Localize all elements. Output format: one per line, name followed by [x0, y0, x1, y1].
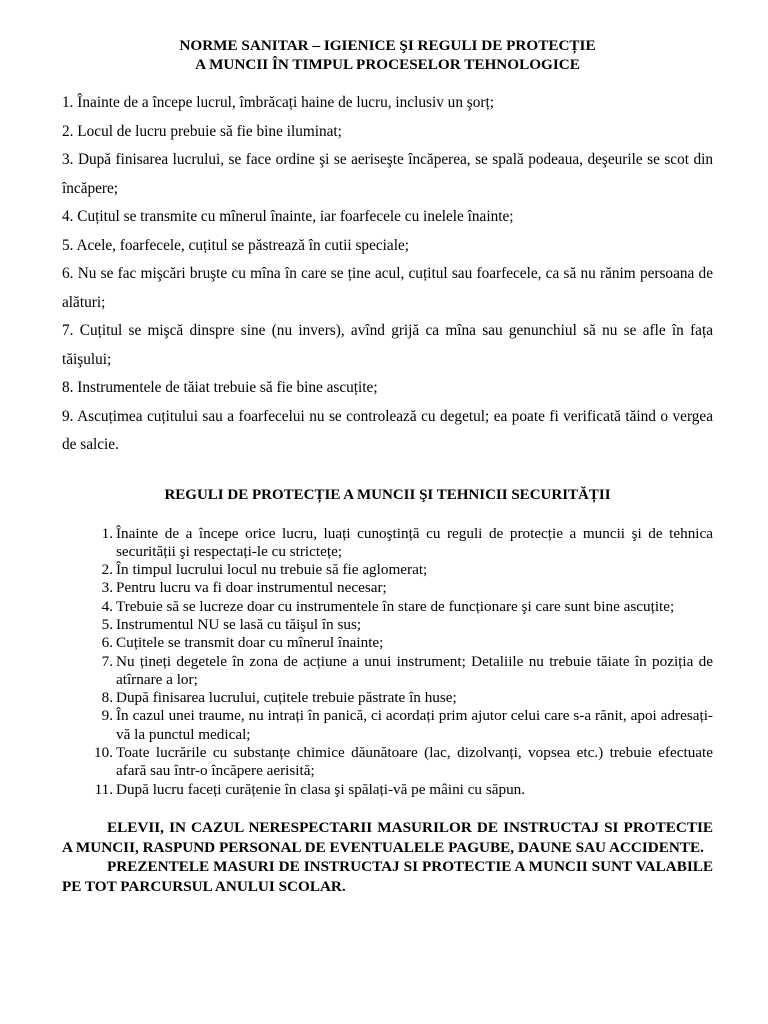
safety-rule-item: [62, 525, 713, 562]
sanitary-rule-item: 4. Cuțitul se transmite cu mînerul înainte, iar foarfecele cu inelele înainte;: [62, 208, 514, 225]
safety-rule-item: [62, 616, 713, 634]
sanitary-rule-item: 6. Nu se fac mişcări bruşte cu mîna în care se ține acul, cuțitul sau foarfecele, ca să nu rănim persoana de alături;: [62, 265, 713, 311]
rule-text: Înainte de a începe orice lucru, luați cunoştință cu reguli de protecție a muncii şi de tehnica securității şi respectați-le cu strictețe;: [116, 524, 713, 560]
safety-rules-list: [62, 525, 713, 799]
section-title: REGULI DE PROTECȚIE A MUNCII ŞI TEHNICII SECURITĂȚII: [164, 486, 611, 503]
sanitary-rule-item: 5. Acele, foarfecele, cuțitul se păstrează în cutii speciale;: [62, 236, 409, 254]
rule-text: Nu țineți degetele în zona de acțiune a unui instrument; Detaliile nu trebuie tăiate în poziția de atîrnare a lor;: [116, 652, 713, 688]
sanitary-rule-item: 2. Locul de lucru prebuie să fie bine iluminat;: [62, 122, 342, 140]
rule-text: Trebuie să se lucreze doar cu instrumentele în stare de funcționare şi care sunt bine ascuțite;: [116, 597, 675, 615]
sanitary-rules-list: [62, 89, 713, 460]
rule-number: 7.: [101, 652, 113, 670]
rule-text: După finisarea lucrului, cuțitele trebuie păstrate în huse;: [116, 689, 457, 707]
rule-text: După lucru faceți curățenie în clasa şi spălați-vă pe mâini cu săpun.: [116, 780, 526, 798]
sanitary-rule-item: 7. Cuțitul se mişcă dinspre sine (nu invers), avînd grijă ca mîna sau genunchiul să nu se afle în fața tăişului;: [62, 322, 713, 368]
document-title-line-2: A MUNCII ÎN TIMPUL PROCESELOR TEHNOLOGICE: [195, 56, 580, 73]
safety-rule-item: [62, 561, 713, 579]
safety-rule-item: [62, 781, 713, 799]
sanitary-rule-item: 3. După finisarea lucrului, se face ordine şi se aeriseşte încăperea, se spală podeaua, deşeurile se scot din încăpere;: [62, 151, 713, 197]
rule-text: În timpul lucrului locul nu trebuie să fie aglomerat;: [116, 561, 428, 579]
warning-paragraph-validity: PREZENTELE MASURI DE INSTRUCTAJ SI PROTECTIE A MUNCII SUNT VALABILE PE TOT PARCURSUL ANULUI SCOLAR.: [62, 858, 713, 895]
rule-number: 6.: [101, 634, 113, 652]
sanitary-rule-item: 1. Înainte de a începe lucrul, îmbrăcați haine de lucru, inclusiv un şorț;: [62, 94, 494, 111]
rule-number: 11.: [94, 780, 113, 798]
rule-number: 5.: [101, 615, 113, 633]
safety-rule-item: [62, 689, 713, 707]
sanitary-rule-item: 9. Ascuțimea cuțitului sau a foarfecelui nu se controlează cu degetul; ea poate fi verificată tăind o vergea de salcie.: [62, 407, 713, 453]
safety-rule-item: [62, 598, 713, 616]
safety-rule-item: [62, 579, 713, 597]
rule-text: În cazul unei traume, nu intrați în panică, ci acordați prim ajutor celui care s-a rănit, apoi adresați-vă la punctul medical;: [116, 707, 713, 743]
safety-rule-item: [62, 653, 713, 690]
rule-number: 3.: [101, 579, 113, 597]
safety-rule-item: [62, 634, 713, 652]
rule-text: Pentru lucru va fi doar instrumentul necesar;: [116, 579, 387, 597]
safety-rule-item: [62, 707, 713, 744]
rule-number: 10.: [94, 744, 113, 762]
rule-text: Instrumentul NU se lasă cu tăişul în sus;: [116, 615, 362, 633]
warning-paragraph-responsibility: ELEVII, IN CAZUL NERESPECTARII MASURILOR DE INSTRUCTAJ SI PROTECTIE A MUNCII, RASPUND PERSONAL DE EVENTUALELE PAGUBE, DAUNE SAU ACCIDENTE.: [62, 818, 713, 856]
safety-rule-item: [62, 744, 713, 781]
rule-number: 4.: [101, 597, 113, 615]
rule-text: Cuțitele se transmit doar cu mînerul înainte;: [116, 634, 384, 652]
sanitary-rule-item: 8. Instrumentele de tăiat trebuie să fie bine ascuțite;: [62, 379, 378, 396]
rule-text: Toate lucrările cu substanțe chimice dăunătoare (lac, dizolvanți, vopsea etc.) trebuie efectuate afară sau într-o încăpere aerisită;: [116, 744, 713, 780]
rule-number: 2.: [101, 561, 113, 579]
rule-number: 9.: [101, 707, 113, 725]
document-title-line-1: NORME SANITAR – IGIENICE ŞI REGULI DE PROTECȚIE: [179, 37, 596, 54]
rule-number: 1.: [101, 524, 113, 542]
rule-number: 8.: [101, 689, 113, 707]
